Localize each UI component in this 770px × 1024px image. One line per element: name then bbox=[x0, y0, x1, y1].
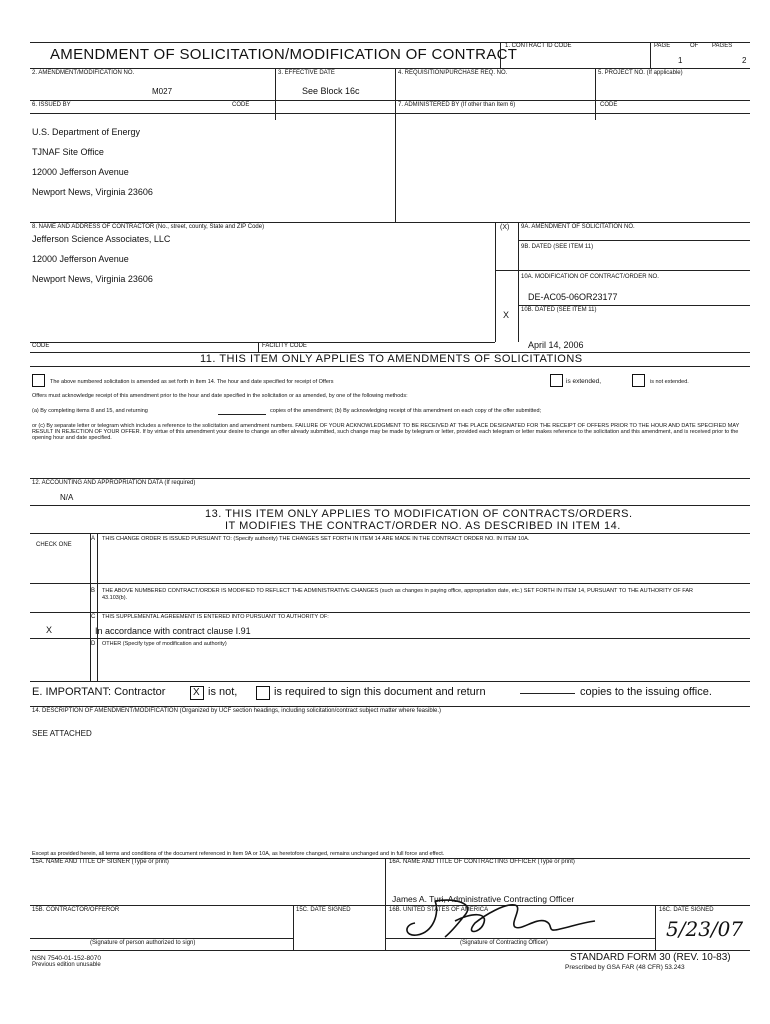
item-b-text: THE ABOVE NUMBERED CONTRACT/ORDER IS MODIFIED TO REFLECT THE ADMINISTRATIVE CHANGES (such as changes in paying office, appropriation date, etc.) SET FORTH IN ITEM 14, PURSUANT TO THE AUTHORITY OF FAR 43.103(b). bbox=[102, 588, 693, 601]
section-11-line1: The above numbered solicitation is amended as set forth in Item 14. The hour and date specified for receipt of Offers bbox=[50, 379, 334, 385]
x-column-header: (X) bbox=[500, 224, 510, 231]
check-one-label: CHECK ONE bbox=[36, 542, 72, 548]
issued-by-code-label: CODE bbox=[232, 102, 250, 108]
contractor-line: Jefferson Science Associates, LLC bbox=[32, 234, 171, 244]
item-d-text: OTHER (Specify type of modification and authority) bbox=[102, 641, 227, 647]
united-states-label: 16B. UNITED STATES OF AMERICA bbox=[389, 907, 489, 913]
previous-edition-note: Previous edition unusable bbox=[32, 962, 101, 968]
extended-text: is extended, bbox=[566, 378, 602, 385]
accounting-data-label: 12. ACCOUNTING AND APPROPRIATION DATA (If required) bbox=[32, 480, 196, 486]
officer-date-signed-label: 16C. DATE SIGNED bbox=[659, 907, 714, 913]
description-label: 14. DESCRIPTION OF AMENDMENT/MODIFICATION (Organized by UCF section headings, including solicitation/contract subject matter where feasible.) bbox=[32, 708, 442, 714]
contractor-offeror-label: 15B. CONTRACTOR/OFFEROR bbox=[32, 907, 120, 913]
pages-label: PAGES bbox=[712, 43, 733, 49]
extended-checkbox[interactable] bbox=[550, 374, 563, 387]
form-title: AMENDMENT OF SOLICITATION/MODIFICATION OF CONTRACT bbox=[50, 46, 518, 63]
contractor-line: Newport News, Virginia 23606 bbox=[32, 274, 153, 284]
nsn-number: NSN 7540-01-152-8070 bbox=[32, 955, 102, 962]
administered-by-code-label: CODE bbox=[600, 102, 618, 108]
contracting-officer-name-label: 16A. NAME AND TITLE OF CONTRACTING OFFICER (Type or print) bbox=[389, 859, 575, 865]
contract-id-code-label: 1. CONTRACT ID CODE bbox=[505, 43, 572, 49]
officer-date-signed-value: 5/23/07 bbox=[666, 917, 744, 941]
important-tail: copies to the issuing office. bbox=[580, 686, 712, 698]
item-c-value: In accordance with contract clause I.91 bbox=[95, 626, 251, 636]
page-count: 2 bbox=[742, 56, 747, 65]
contractor-code-label: CODE bbox=[32, 343, 50, 349]
dated-9b-label: 9B. DATED (SEE ITEM 11) bbox=[521, 244, 594, 250]
item-c-mark: X bbox=[46, 625, 53, 635]
item-d-letter: D bbox=[91, 641, 96, 647]
officer-signature-caption: (Signature of Contracting Officer) bbox=[460, 940, 548, 946]
amendment-no-value: M027 bbox=[152, 87, 173, 96]
prescribed-by: Prescribed by GSA FAR (48 CFR) 53.243 bbox=[565, 964, 685, 971]
section-11-paragraph: or (c) By separate letter or telegram which includes a reference to the solicitation and amendment numbers. FAILURE OF YOUR ACKNOWLEDGMENT TO BE RECEIVED AT THE PLACE DESIGNATED FOR THE RECEIPT OF OFFERS PRIOR TO THE HOUR AND DATE SPECIFIED MAY RESULT IN REJECTION OF YOUR OFFER. If by virtue of this amendment your desire to change an offer already submitted, such change may be made by telegram or letter, provided each telegram or letter makes reference to the solicitation and this amendment, and is received prior to the opening hour and date specified. bbox=[32, 423, 740, 441]
accounting-data-value: N/A bbox=[60, 493, 74, 502]
section-11-line3a: (a) By completing items 8 and 15, and returning bbox=[32, 408, 148, 414]
amendment-of-solicitation-label: 9A. AMENDMENT OF SOLICITATION NO. bbox=[521, 224, 635, 230]
item-c-letter: C bbox=[91, 614, 96, 620]
contractor-date-signed-label: 15C. DATE SIGNED bbox=[296, 907, 351, 913]
item-a-letter: A bbox=[91, 536, 96, 542]
section-13-header-2: IT MODIFIES THE CONTRACT/ORDER NO. AS DESCRIBED IN ITEM 14. bbox=[225, 520, 621, 532]
administered-by-label: 7. ADMINISTERED BY (If other than Item 6) bbox=[398, 102, 516, 108]
page-number: 1 bbox=[678, 56, 683, 65]
effective-date-value: See Block 16c bbox=[302, 86, 360, 96]
item-a-text: THIS CHANGE ORDER IS ISSUED PURSUANT TO: (Specify authority) THE CHANGES SET FORTH IN ITEM 14 ARE MADE IN THE CONTRACT ORDER NO. IN ITEM 10A. bbox=[102, 536, 530, 542]
modification-of-contract-value: DE-AC05-06OR23177 bbox=[528, 292, 618, 302]
contractor-line: 12000 Jefferson Avenue bbox=[32, 254, 129, 264]
issued-by-line: U.S. Department of Energy bbox=[32, 127, 141, 137]
section-11-header: 11. THIS ITEM ONLY APPLIES TO AMENDMENTS OF SOLICITATIONS bbox=[200, 353, 583, 365]
project-no-label: 5. PROJECT NO. (If applicable) bbox=[598, 70, 683, 76]
is-not-mark: X bbox=[193, 687, 200, 698]
section-11-line2: Offers must acknowledge receipt of this amendment prior to the hour and date specified in the solicitation or as amended, by one of the following methods: bbox=[32, 393, 408, 399]
of-label: OF bbox=[690, 43, 699, 49]
footer-note: Except as provided herein, all terms and conditions of the document referenced in Item 9A or 10A, as heretofore changed, remains unchanged and in full force and effect. bbox=[32, 851, 445, 857]
contractor-name-label: 8. NAME AND ADDRESS OF CONTRACTOR (No., street, county, State and ZIP Code) bbox=[32, 224, 265, 230]
modification-of-contract-label: 10A. MODIFICATION OF CONTRACT/ORDER NO. bbox=[521, 274, 659, 280]
issued-by-label: 6. ISSUED BY bbox=[32, 102, 71, 108]
contractor-signature-caption: (Signature of person authorized to sign) bbox=[90, 940, 196, 946]
amended-checkbox[interactable] bbox=[32, 374, 45, 387]
section-11-line3b: copies of the amendment; (b) By acknowledging receipt of this amendment on each copy of the offer submitted; bbox=[270, 408, 542, 414]
is-not-text: is not, bbox=[208, 686, 238, 698]
is-required-text: is required to sign this document and return bbox=[274, 686, 486, 698]
amendment-no-label: 2. AMENDMENT/MODIFICATION NO. bbox=[32, 70, 135, 76]
requisition-no-label: 4. REQUISITION/PURCHASE REQ. NO. bbox=[398, 70, 508, 76]
facility-code-label: FACILITY CODE bbox=[262, 343, 307, 349]
item-c-text: THIS SUPPLEMENTAL AGREEMENT IS ENTERED INTO PURSUANT TO AUTHORITY OF: bbox=[102, 614, 329, 620]
issued-by-line: Newport News, Virginia 23606 bbox=[32, 187, 153, 197]
page-label: PAGE bbox=[654, 43, 671, 49]
is-required-checkbox[interactable] bbox=[256, 686, 270, 700]
issued-by-line: 12000 Jefferson Avenue bbox=[32, 167, 129, 177]
important-lead: E. IMPORTANT: Contractor bbox=[32, 686, 166, 698]
description-value: SEE ATTACHED bbox=[32, 729, 92, 738]
section-13-header-1: 13. THIS ITEM ONLY APPLIES TO MODIFICATION OF CONTRACTS/ORDERS. bbox=[205, 508, 633, 520]
signer-name-label: 15A. NAME AND TITLE OF SIGNER (Type or print) bbox=[32, 859, 169, 865]
officer-signature bbox=[395, 893, 630, 943]
dated-10b-value: April 14, 2006 bbox=[528, 340, 584, 350]
mark-10: X bbox=[503, 310, 510, 320]
not-extended-checkbox[interactable] bbox=[632, 374, 645, 387]
item-b-letter: B bbox=[91, 588, 96, 594]
contracting-officer-name-value: James A. Turi, Administrative Contracting Officer bbox=[392, 894, 575, 904]
issued-by-line: TJNAF Site Office bbox=[32, 147, 104, 157]
standard-form-number: STANDARD FORM 30 (REV. 10-83) bbox=[570, 952, 731, 963]
dated-10b-label: 10B. DATED (SEE ITEM 11) bbox=[521, 307, 597, 313]
effective-date-label: 3. EFFECTIVE DATE bbox=[278, 70, 335, 76]
not-extended-text: is not extended. bbox=[650, 379, 689, 385]
